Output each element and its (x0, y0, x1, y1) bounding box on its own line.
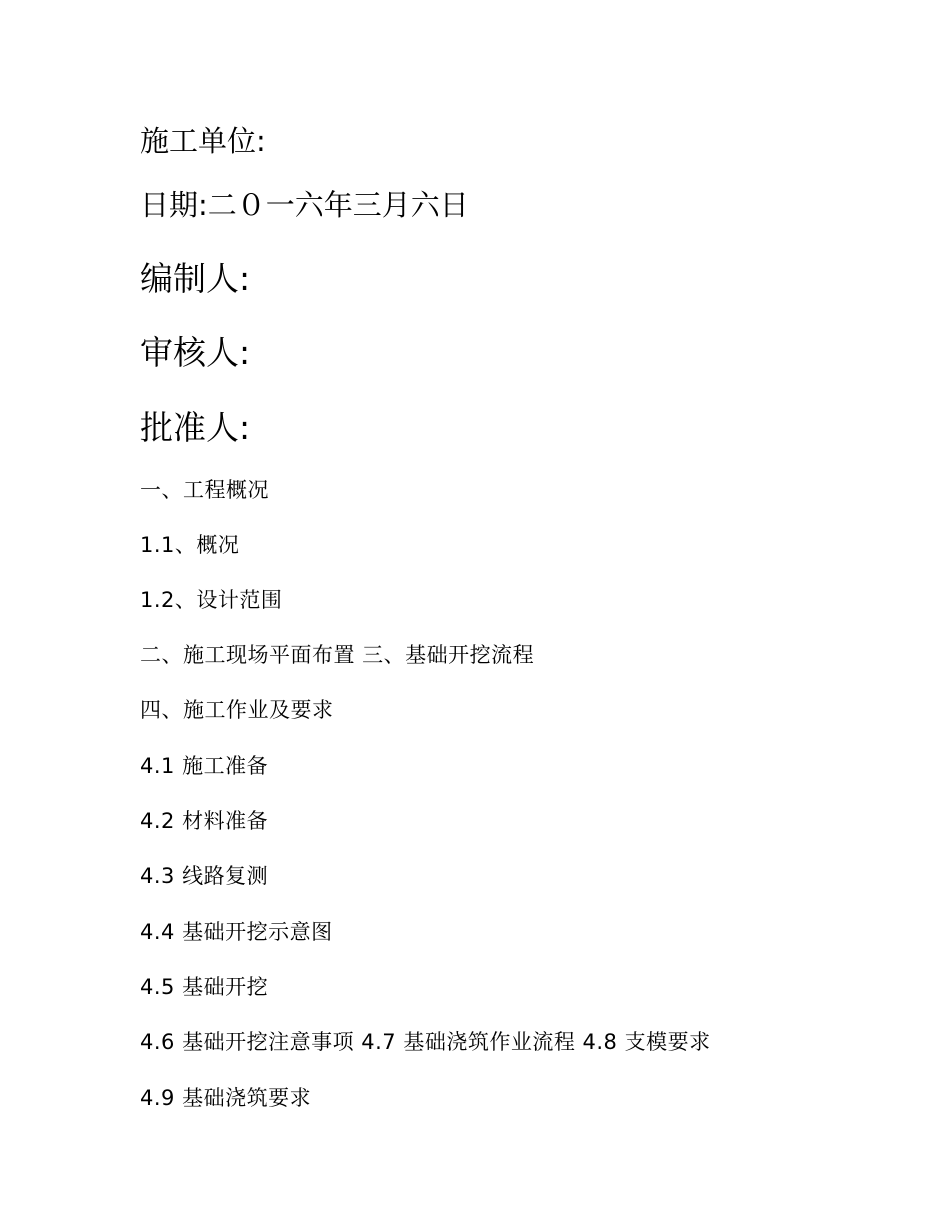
editor-label: 编制人: (140, 259, 251, 298)
toc-item: 4.1 施工准备 (140, 754, 269, 778)
approver-label: 批准人: (140, 408, 251, 447)
toc-item: 1.1、概况 (140, 533, 240, 557)
toc-item: 一、工程概况 (140, 478, 269, 502)
toc-item: 4.9 基础浇筑要求 (140, 1086, 312, 1110)
toc-item: 1.2、设计范围 (140, 588, 283, 612)
toc-item: 二、施工现场平面布置 三、基础开挖流程 (140, 643, 535, 667)
toc-item: 4.5 基础开挖 (140, 975, 269, 999)
toc-item: 4.3 线路复测 (140, 864, 269, 888)
construction-unit-label: 施工单位: (140, 124, 266, 158)
toc-item: 4.4 基础开挖示意图 (140, 920, 333, 944)
date-line: 日期:二０一六年三月六日 (140, 188, 469, 222)
toc-item: 4.6 基础开挖注意事项 4.7 基础浇筑作业流程 4.8 支模要求 (140, 1030, 711, 1054)
reviewer-label: 审核人: (140, 333, 251, 372)
toc-item: 4.2 材料准备 (140, 809, 269, 833)
toc-item: 四、施工作业及要求 (140, 698, 334, 722)
